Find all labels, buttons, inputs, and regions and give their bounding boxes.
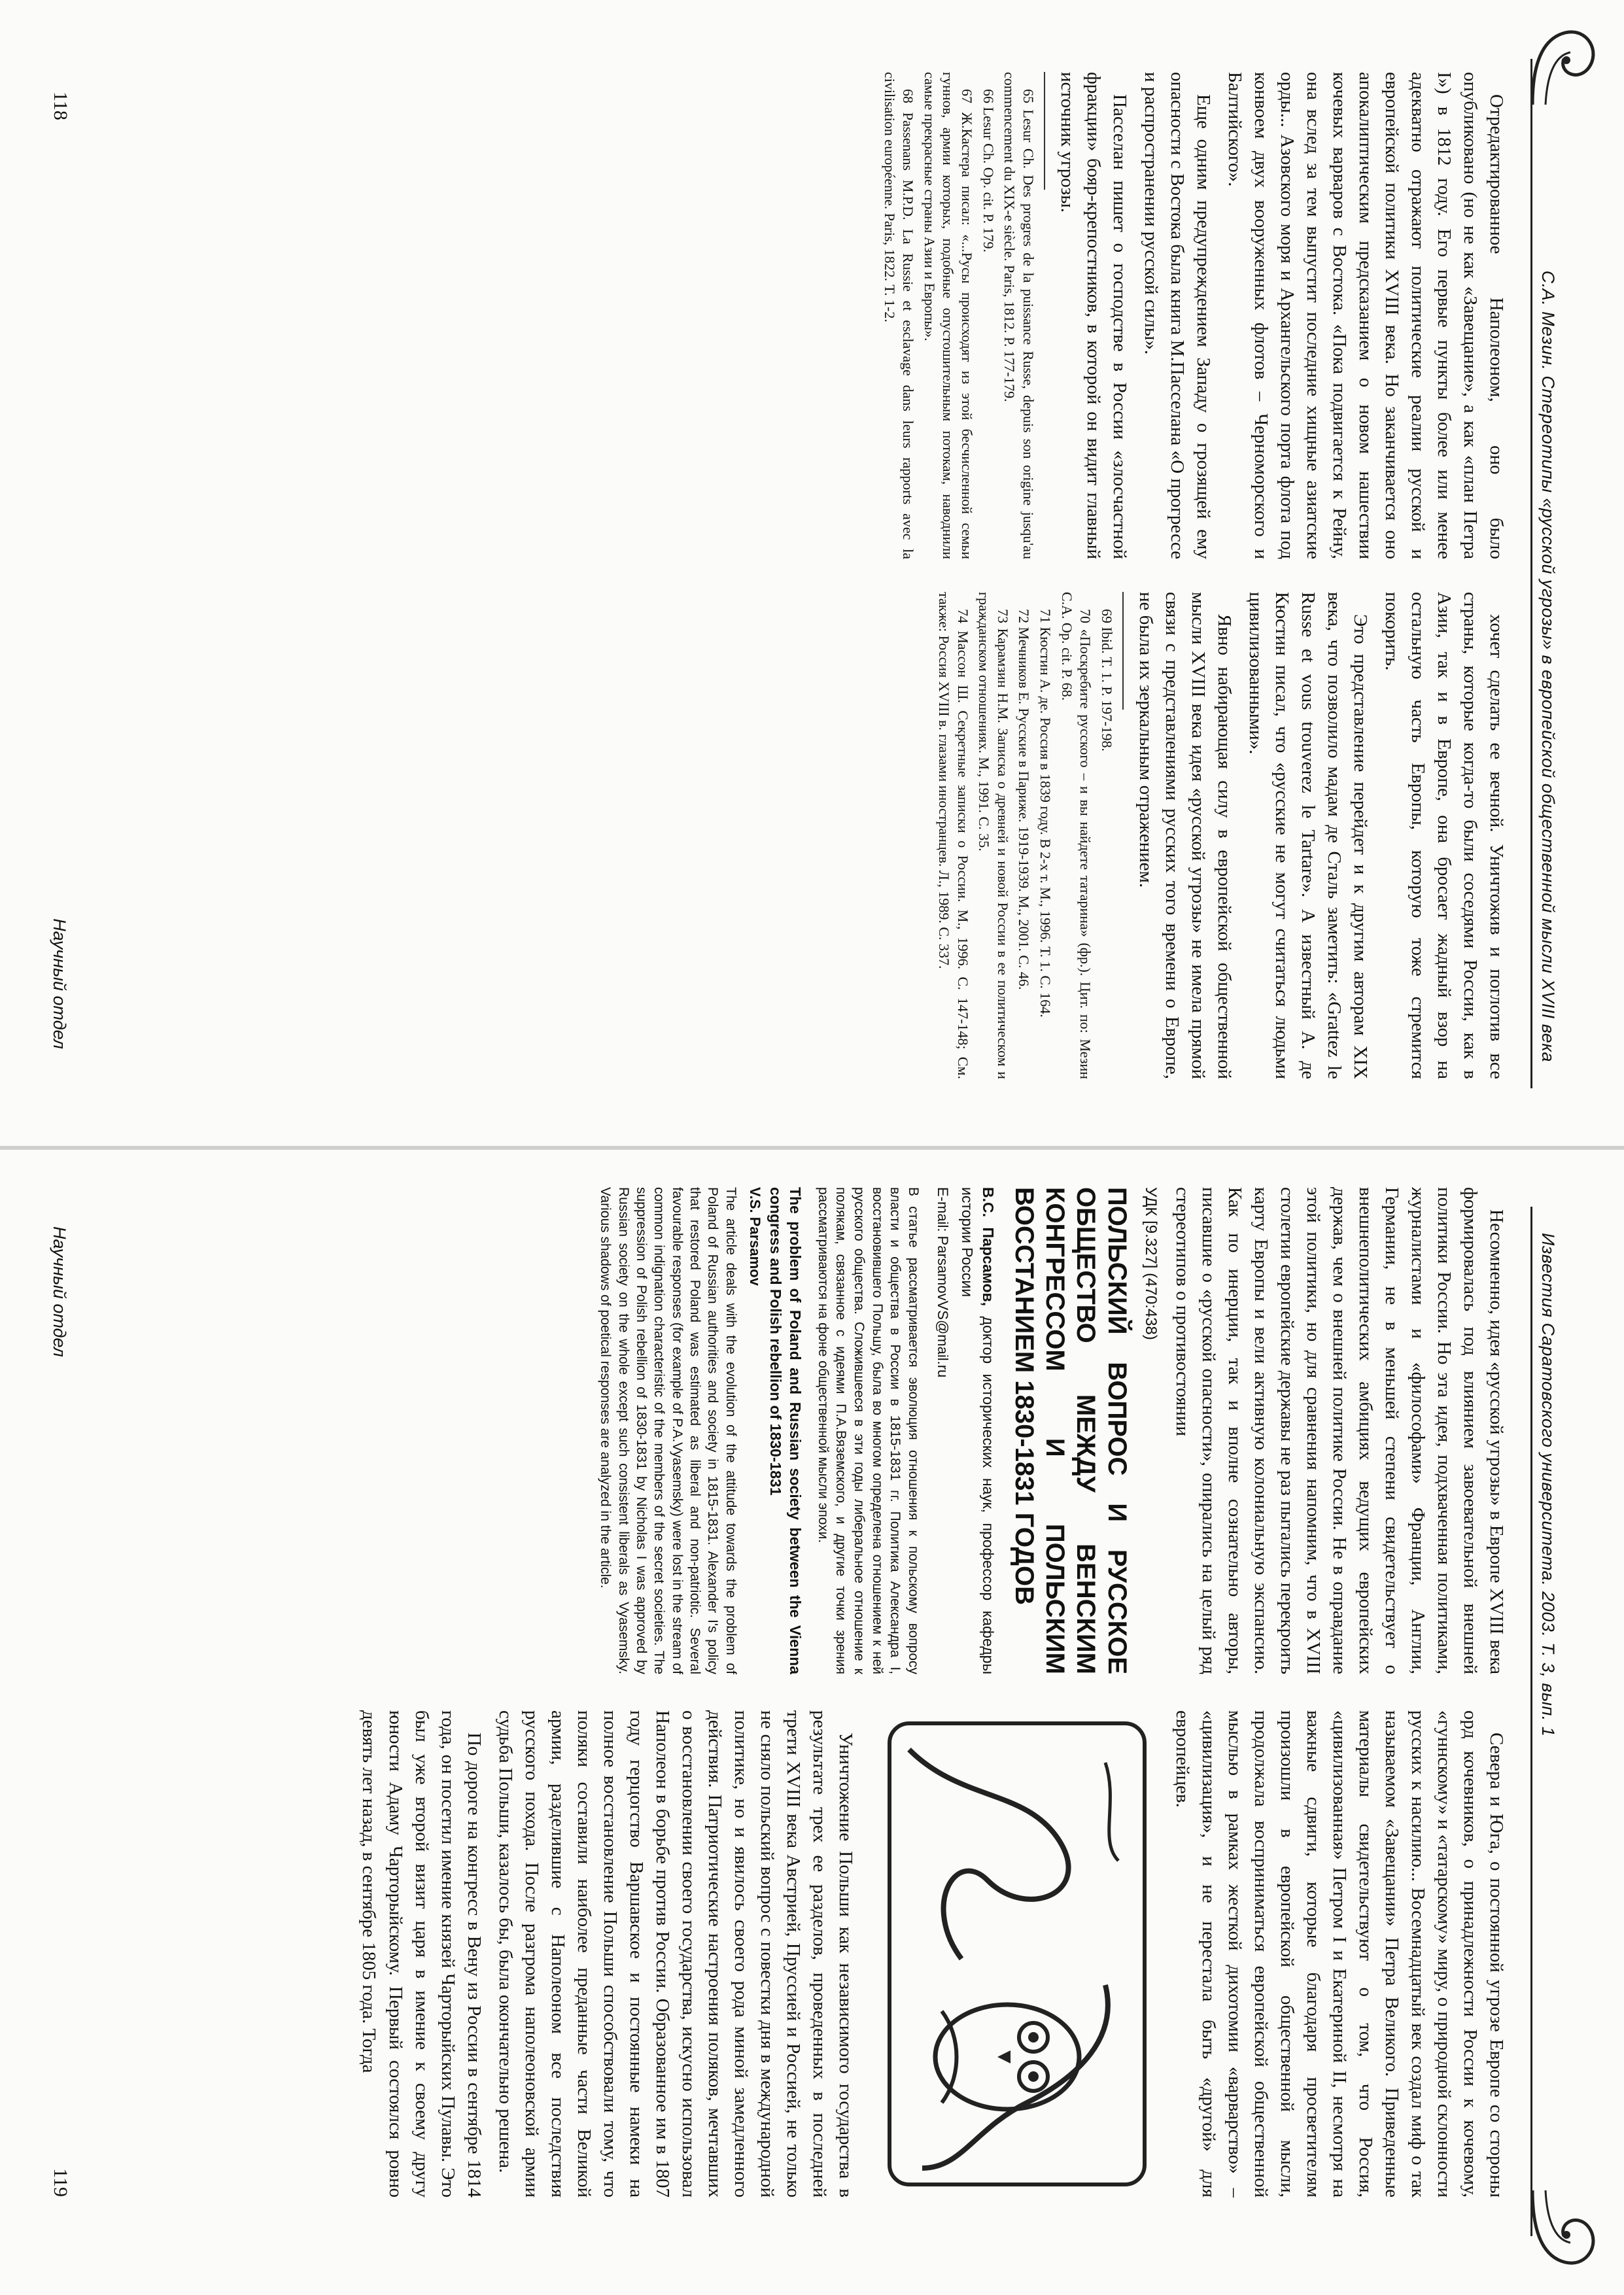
body-paragraph: хочет сделать ее вечной. Уничтожив и поглотив все страны, которые когда-то были соседями России, как в Азии, так и в Европе, она бросает жадный взор на остальную часть Европы, которую тоже стремится покорить. — [1381, 592, 1507, 1079]
body-paragraph: Пасселан пишет о господстве в России «злосчастной фракции» бояр-крепостников, в которой он видит главный источник угрозы. — [1056, 72, 1130, 559]
right-page-column-1 — [149, 1187, 1510, 1674]
right-page — [0, 1148, 1624, 2295]
abstract-en: The article deals with the evolution of the attitude towards the problem of Poland of Russian authorities and society in 1815-1831. Alexander I's policy that restored Poland was estimated as liberal and non-patriotic. Several favourable responses (for example of P.A.Vyasemsky) were lost in the stream of common indignation characteristic of the members of the secret societies. The suppression of Polish rebellion of 1830-1831 by Nicholas I was approved by Russian society on the whole except such consistent liberals as Vyasemsky. Various shadows of poetical responses are analyzed in the article. — [598, 1187, 738, 1674]
footnote: 73 Карамзин Н.М. Записка о древней и новой России в ее политическом и гражданском отношениях. М., 1991. С. 35. — [976, 592, 1011, 1079]
body-paragraph: По дороге на конгресс в Вену из России в сентябре 1814 года, он посетил имение князей Чарторыйских Пулавы. Это был уже второй визит царя в имение к своему другу юности Адаму Чарторыйскому. Первый состоялся ровно девять лет назад, в сентябре 1805 года. Тогда — [358, 1710, 485, 2198]
author-email: E-mail: ParsamovVS@mail.ru — [935, 1187, 952, 1378]
footnote: 71 Кюстин А. де. Россия в 1839 году. В 2-х т. М., 1996. Т. 1. С. 164. — [1037, 609, 1054, 1018]
page-number: 119 — [50, 2168, 71, 2197]
running-header-text: С.А. Мезин. Стереотипы «русской угрозы» в европейской общественной мысли XVIII века — [1538, 270, 1558, 1062]
body-paragraph: Несомненно, идея «русской угрозы» в Европе XVIII века формировалась под влиянием завоевательной внешней политики России. Но эта идея, подхваченная политиками, журналистами и «философами» Франции, Англии, Германии, не в меньшей степени свидетельствует о внешнеполитических амбициях ведущих европейских держав, чем о внешней политике России. Не в оправдание этой политики, но для сравнения напомним, что в XVIII столетии европейские державы не раз пытались перекроить карту Европы и вели активную колониальную экспансию. Как по инерции, так и вполне сознательно авторы, писавшие о «русской опасности», опирались на целый ряд стереотипов о противостоянии — [1171, 1187, 1507, 1674]
abstract-ru: В статье рассматривается эволюция отношения к польскому вопросу власти и общества в России в 1815-1831 гг. Политика Александра I, восстановившего Польшу, была во многом определена отношением к ней русского общества. Сложившееся в эти годы либеральное отношение к полякам, связанное с идеями П.А.Вяземского, и другие точки зрения рассматриваются на фоне общественной мысли эпохи. — [815, 1187, 922, 1674]
section-footer: Научный отдел — [50, 1226, 69, 1357]
footnote-rule — [1044, 72, 1045, 190]
author-line — [956, 1187, 997, 1674]
footnote: 68 Passenans M.P.D. La Russie et esclavage dans leurs rapports avec la civilisation européenne. Paris, 1822. T. 1-2. — [881, 72, 917, 559]
english-author: V.S. Parsamov — [746, 1187, 763, 1286]
author-info: доктор исторических наук, профессор кафедры истории России — [959, 1187, 997, 1674]
owl-ornament-illustration — [876, 1710, 1158, 2198]
left-page — [0, 0, 1624, 1147]
body-paragraph: Севера и Юга, о постоянной угрозе Европе со стороны орд кочевников, о принадлежности России к кочевому, «гуннскому» и «татарскому» миру, о природной склонности русских к насилию... Восемнадцатый век создал миф о так называемом «Завещании» Петра Великого. Приведенные материалы свидетельствуют о том, что Россия, «цивилизованная» Петром I и Екатериной II, несмотря на важные сдвиги, которые благодаря просветителям произошли в европейской общественной мысли, продолжала восприниматься европейской общественной мыслью в рамках жесткой дихотомии «варварство» – «цивилизация», и не перестала быть «другой» для европейцев. — [1171, 1710, 1507, 2198]
running-header-text: Известия Саратовского университета. 2003. Т. 3, вып. 1 — [1538, 1233, 1558, 1737]
footnotes — [934, 592, 1115, 1079]
footnote: 72 Мечников Е. Русские в Париже. 1919-1939. М., 2001. С. 46. — [1016, 609, 1033, 990]
left-page-column-1 — [254, 72, 1510, 559]
body-paragraph: Еще одним предупреждением Западу о грозящей ему опасности с Востока была книга М.Пасселана «О прогрессе и распространении русской силы». — [1140, 72, 1214, 559]
footnote: 74 Массон Ш. Секретные записки о России. М., 1996. С. 147-148; См. также: Россия XVIII в. глазами иностранцев. Л., 1989. С. 337. — [936, 592, 971, 1079]
footnotes — [880, 72, 1037, 559]
footnote: 70 «Поскребите русского – и вы найдете татарина» (фр.). Цит. по: Мезин С.А. Op. cit. P. 68. — [1058, 592, 1094, 1079]
author-name: В.С. Парсамов, — [979, 1187, 997, 1307]
footnote: 69 Ibid. T. 1. P. 197-198. — [1098, 609, 1115, 751]
english-title: The problem of Poland and Russian society between the Vienna congress and Polish rebellion of 1830-1831 — [767, 1187, 804, 1674]
body-paragraph: Явно набирающая силу в европейской общественной мысли XVIII века идея «русской угрозы» не имела прямой связи с представлениями русских того времени о Европе, не была их зеркальным отражением. — [1135, 592, 1235, 1079]
body-paragraph: Отредактированное Наполеоном, оно было опубликовано (но не как «Завещание», а как «план Петра I») в 1812 году. Его первые пункты более или менее адекватно отражают политические реалии русской и европейской политики XVIII века. Но заканчивается оно апокалиптическим предсказанием о новом нашествии кочевых варваров с Востока. «Пока подвигается к Рейну, она вслед за тем выпустит последние хищные азиатские орды... Азовского моря и Архангельского порта флота под конвоем двух вооруженных флотов – Черноморского и Балтийского». — [1224, 72, 1507, 559]
footnote: 65 Lesur Ch. Des progres de la puissance Russe, depuis son origine jusqu'au commencement du XIX-e siècle. Paris, 1812. P. 177-179. — [1001, 72, 1037, 559]
left-page-column-2 — [195, 592, 1510, 1079]
running-header — [1530, 59, 1578, 1088]
section-footer: Научный отдел — [50, 918, 69, 1049]
body-paragraph: Это представление перейдет и к другим авторам XIX века, что позволило мадам де Сталь заметить: «Grattez le Russe et vous trouverez le Tartare». А известный А. де Кюстин писал, что «русские не могут считаться людьми цивилизованными». — [1245, 592, 1371, 1079]
udk-code: УДК [9.327] (470:438) — [1141, 1187, 1160, 1340]
running-header — [1530, 1207, 1578, 2236]
footnote: 67 Ж.Кастера писал: «...Русы происходят из этой бесчисленной семьи гуннов, армии которых, подобные опустошительным потокам, наводнили самые прекрасные страны Азии и Европы». — [921, 72, 975, 559]
footnote: 66 Lesur Ch. Op. cit. P. 179. — [980, 89, 997, 252]
page-number: 118 — [50, 92, 71, 120]
article-title: ПОЛЬСКИЙ ВОПРОС И РУССКОЕ ОБЩЕСТВО МЕЖДУ ВЕНСКИМ КОНГРЕССОМ И ПОЛЬСКИМ ВОССТАНИЕМ 1830-1831 ГОДОВ — [1010, 1187, 1132, 1674]
body-paragraph: Уничтожение Польши как независимого государства в результате трех ее разделов, проведенных в последней трети XVIII века Австрией, Пруссией и Россией, не только не сняло польский вопрос с повестки дня в международной политике, но и явилось своего рода миной замедленного действия. Патриотические настроения поляков, мечтавших о восстановлении своего государства, искусно использовал Наполеон в борьбе против России. Образованное им в 1807 году герцогство Варшавское и постоянные намеки на полное восстановление Польши способствовали тому, что поляки составили наиболее преданные части Великой армии, разделившие с Наполеоном все последствия русского похода. После разгрома наполеоновской армии судьба Польши, казалось бы, была окончательно решена. — [494, 1710, 856, 2198]
right-page-column-2 — [149, 1710, 1510, 2198]
footnote-rule — [1122, 592, 1124, 710]
